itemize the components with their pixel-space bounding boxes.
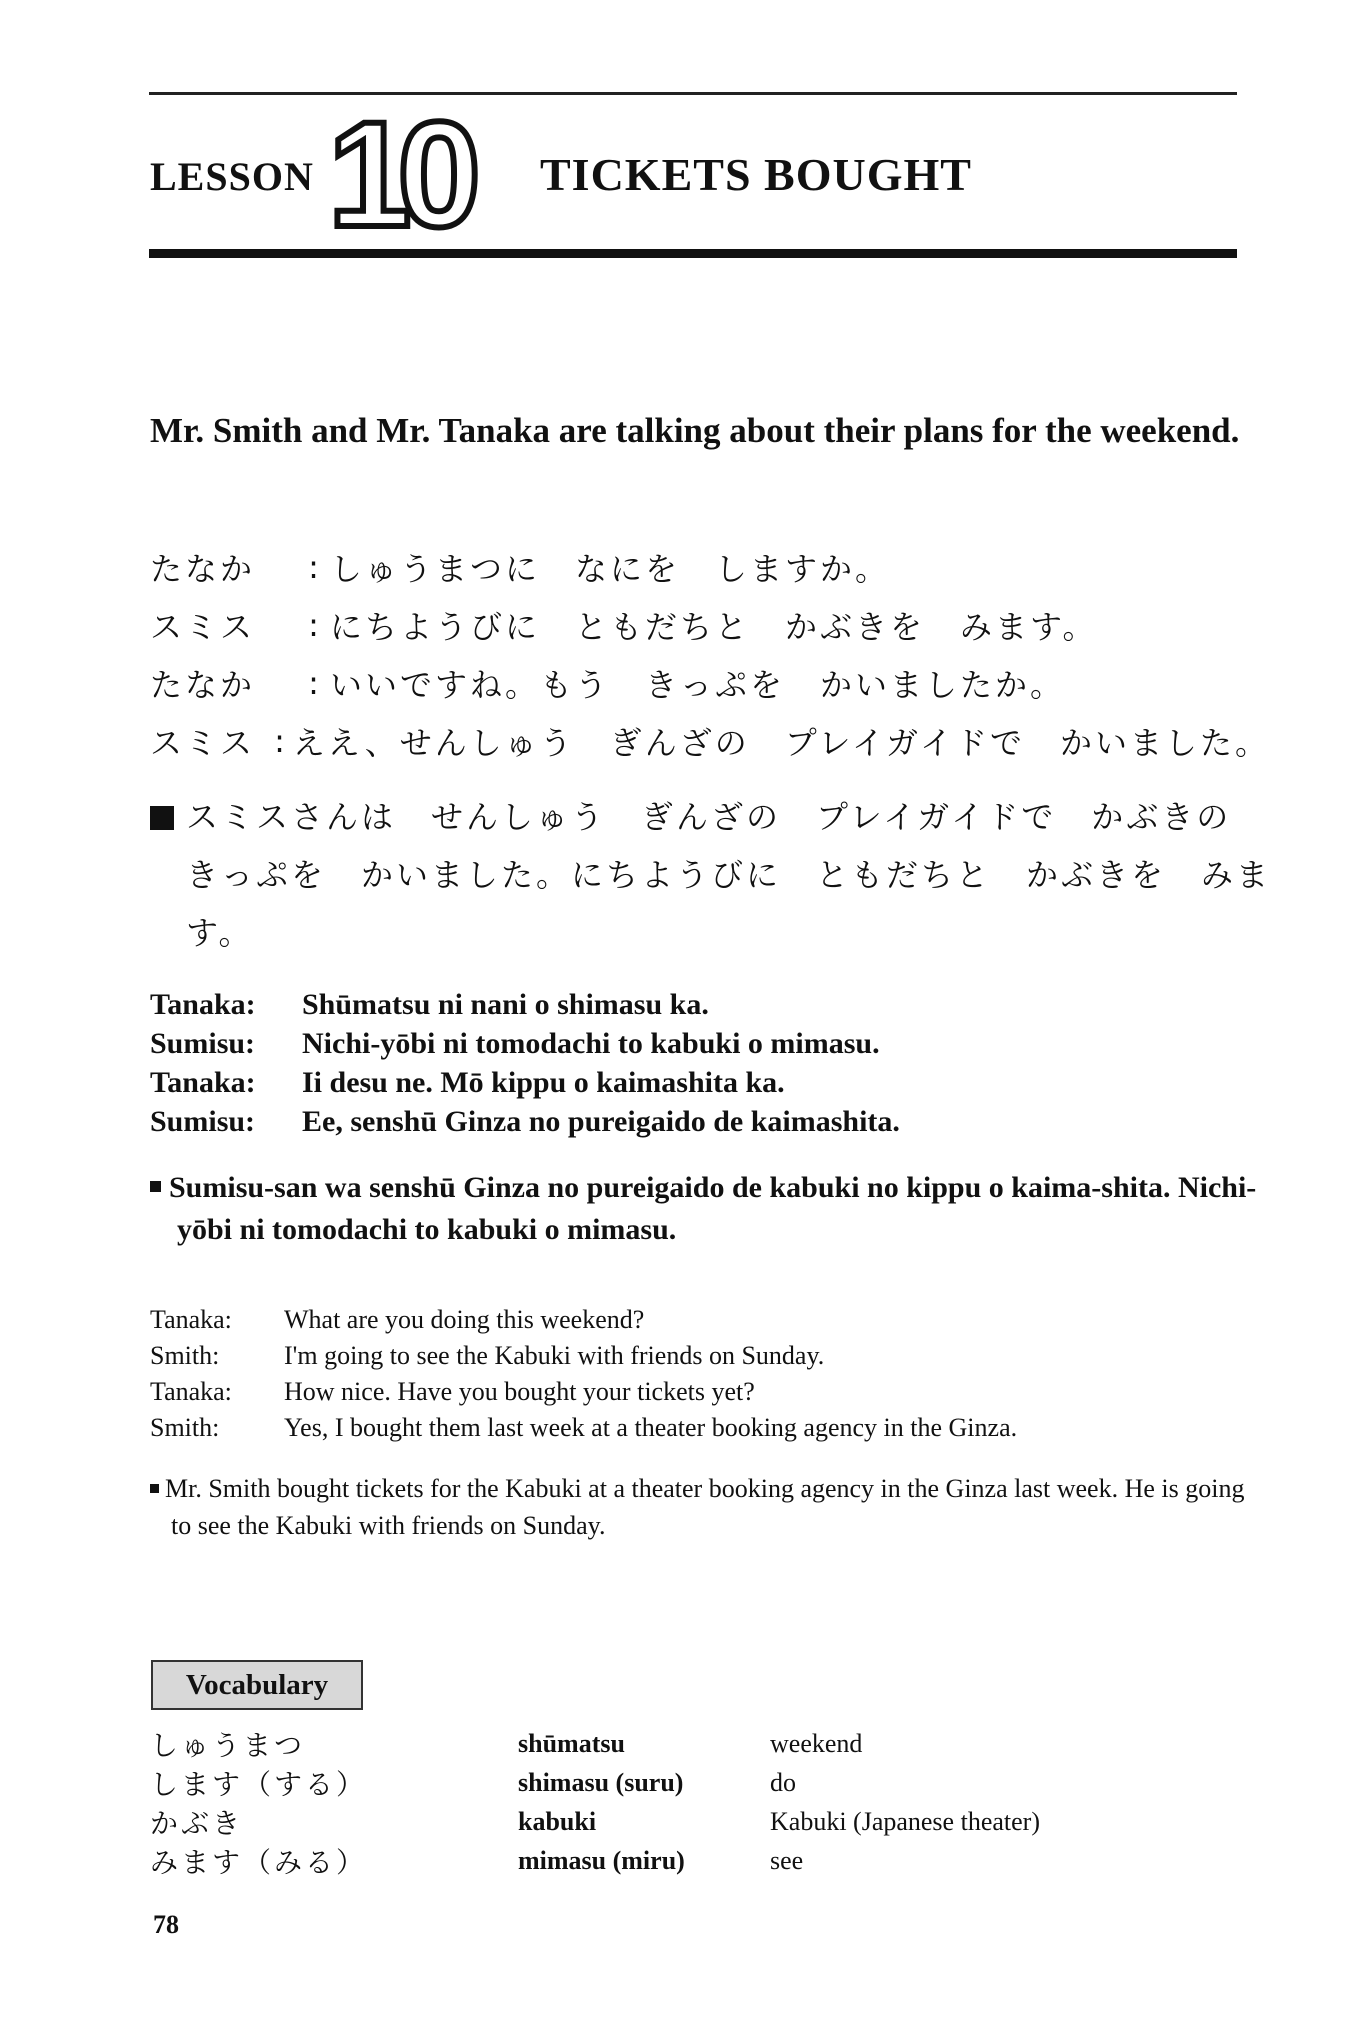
vocab-english: see	[770, 1845, 804, 1875]
english-dialogue	[150, 1302, 1250, 1446]
dialogue-line	[150, 654, 1270, 712]
lesson-number	[322, 108, 492, 240]
vocab-kana: します（する）	[150, 1767, 368, 1801]
speaker: Sumisu:	[150, 1104, 256, 1138]
line-text: Shūmatsu ni nani o shimasu ka.	[302, 987, 709, 1021]
line-text: Nichi-yōbi ni tomodachi to kabuki o mimasu.	[302, 1026, 880, 1060]
lesson-number-text: 10	[328, 108, 467, 240]
vocab-romaji: kabuki	[518, 1806, 597, 1836]
dialogue-line	[150, 1338, 1250, 1374]
vocabulary-row	[150, 1802, 1250, 1841]
dialogue-line	[150, 596, 1270, 654]
dialogue-line	[150, 1024, 1250, 1063]
colon: :	[308, 606, 322, 644]
speaker: Smith:	[150, 1341, 220, 1370]
vocab-romaji: shimasu (suru)	[518, 1767, 684, 1797]
line-text: Ee, senshū Ginza no pureigaido de kaimashita.	[302, 1104, 900, 1138]
vocab-romaji: mimasu (miru)	[518, 1845, 685, 1875]
square-bullet-icon	[150, 1484, 159, 1493]
japanese-dialogue	[150, 538, 1270, 770]
line-text: いいですね。もう きっぷを かいましたか。	[330, 666, 1066, 704]
speaker: スミス	[150, 724, 256, 762]
dialogue-line	[150, 1102, 1250, 1141]
romaji-summary	[150, 1167, 1277, 1251]
speaker: たなか	[150, 550, 256, 588]
vocabulary-row	[150, 1724, 1250, 1763]
colon: :	[274, 722, 288, 760]
speaker: Tanaka:	[150, 1305, 232, 1334]
vocab-english: weekend	[770, 1728, 863, 1758]
line-text: Ii desu ne. Mō kippu o kaimashita ka.	[302, 1065, 785, 1099]
vocab-english: Kabuki (Japanese theater)	[770, 1806, 1040, 1836]
top-rule	[149, 92, 1237, 95]
line-text: にちようびに ともだちと かぶきを みます。	[330, 608, 1098, 646]
vocabulary-row	[150, 1763, 1250, 1802]
speaker: Tanaka:	[150, 1065, 256, 1099]
vocabulary-list	[150, 1724, 1250, 1880]
vocab-english: do	[770, 1767, 796, 1797]
speaker: Smith:	[150, 1413, 220, 1442]
japanese-summary-text: スミスさんは せんしゅう ぎんざの プレイガイドで かぶきの きっぷを かいました。にちようびに ともだちと かぶきを みます。	[186, 798, 1272, 952]
line-text: What are you doing this weekend?	[284, 1305, 645, 1334]
dialogue-line	[150, 538, 1270, 596]
dialogue-line	[150, 1410, 1250, 1446]
intro-text: Mr. Smith and Mr. Tanaka are talking about their plans for the weekend.	[150, 411, 1240, 450]
lesson-label: LESSON	[150, 154, 314, 199]
speaker: Tanaka:	[150, 1377, 232, 1406]
romaji-dialogue	[150, 985, 1250, 1141]
line-text: しゅうまつに なにを しますか。	[330, 550, 891, 588]
square-bullet-icon	[150, 1181, 161, 1192]
english-summary	[150, 1470, 1271, 1544]
line-text: How nice. Have you bought your tickets yet?	[284, 1377, 755, 1406]
line-text: ええ、せんしゅう ぎんざの プレイガイドで かいました。	[292, 724, 1270, 762]
english-summary-text: Mr. Smith bought tickets for the Kabuki at a theater booking agency in the Ginza last week. He is going to see the Kabuki with friends on Sunday.	[165, 1474, 1245, 1540]
colon: :	[308, 664, 322, 702]
square-bullet-icon	[150, 806, 174, 830]
bottom-rule	[149, 249, 1237, 258]
line-text: I'm going to see the Kabuki with friends on Sunday.	[284, 1341, 825, 1370]
dialogue-line	[150, 1374, 1250, 1410]
speaker: Tanaka:	[150, 987, 256, 1021]
vocab-kana: しゅうまつ	[150, 1728, 306, 1762]
line-text: Yes, I bought them last week at a theater booking agency in the Ginza.	[284, 1413, 1018, 1442]
speaker: たなか	[150, 666, 256, 704]
vocab-kana: かぶき	[150, 1806, 244, 1840]
vocabulary-heading: Vocabulary	[151, 1660, 363, 1710]
dialogue-line	[150, 1302, 1250, 1338]
dialogue-line	[150, 712, 1270, 770]
page-number: 78	[153, 1910, 179, 1939]
romaji-summary-text: Sumisu-san wa senshū Ginza no pureigaido de kabuki no kippu o kaima-shita. Nichi-yōbi ni tomodachi to kabuki o mimasu.	[169, 1171, 1257, 1246]
speaker: スミス	[150, 608, 256, 646]
speaker: Sumisu:	[150, 1026, 256, 1060]
colon: :	[308, 548, 322, 586]
dialogue-line	[150, 985, 1250, 1024]
vocab-romaji: shūmatsu	[518, 1728, 625, 1758]
dialogue-line	[150, 1063, 1250, 1102]
lesson-title: TICKETS BOUGHT	[540, 149, 972, 200]
japanese-summary	[150, 788, 1296, 962]
vocabulary-row	[150, 1841, 1250, 1880]
vocab-kana: みます（みる）	[150, 1845, 368, 1879]
